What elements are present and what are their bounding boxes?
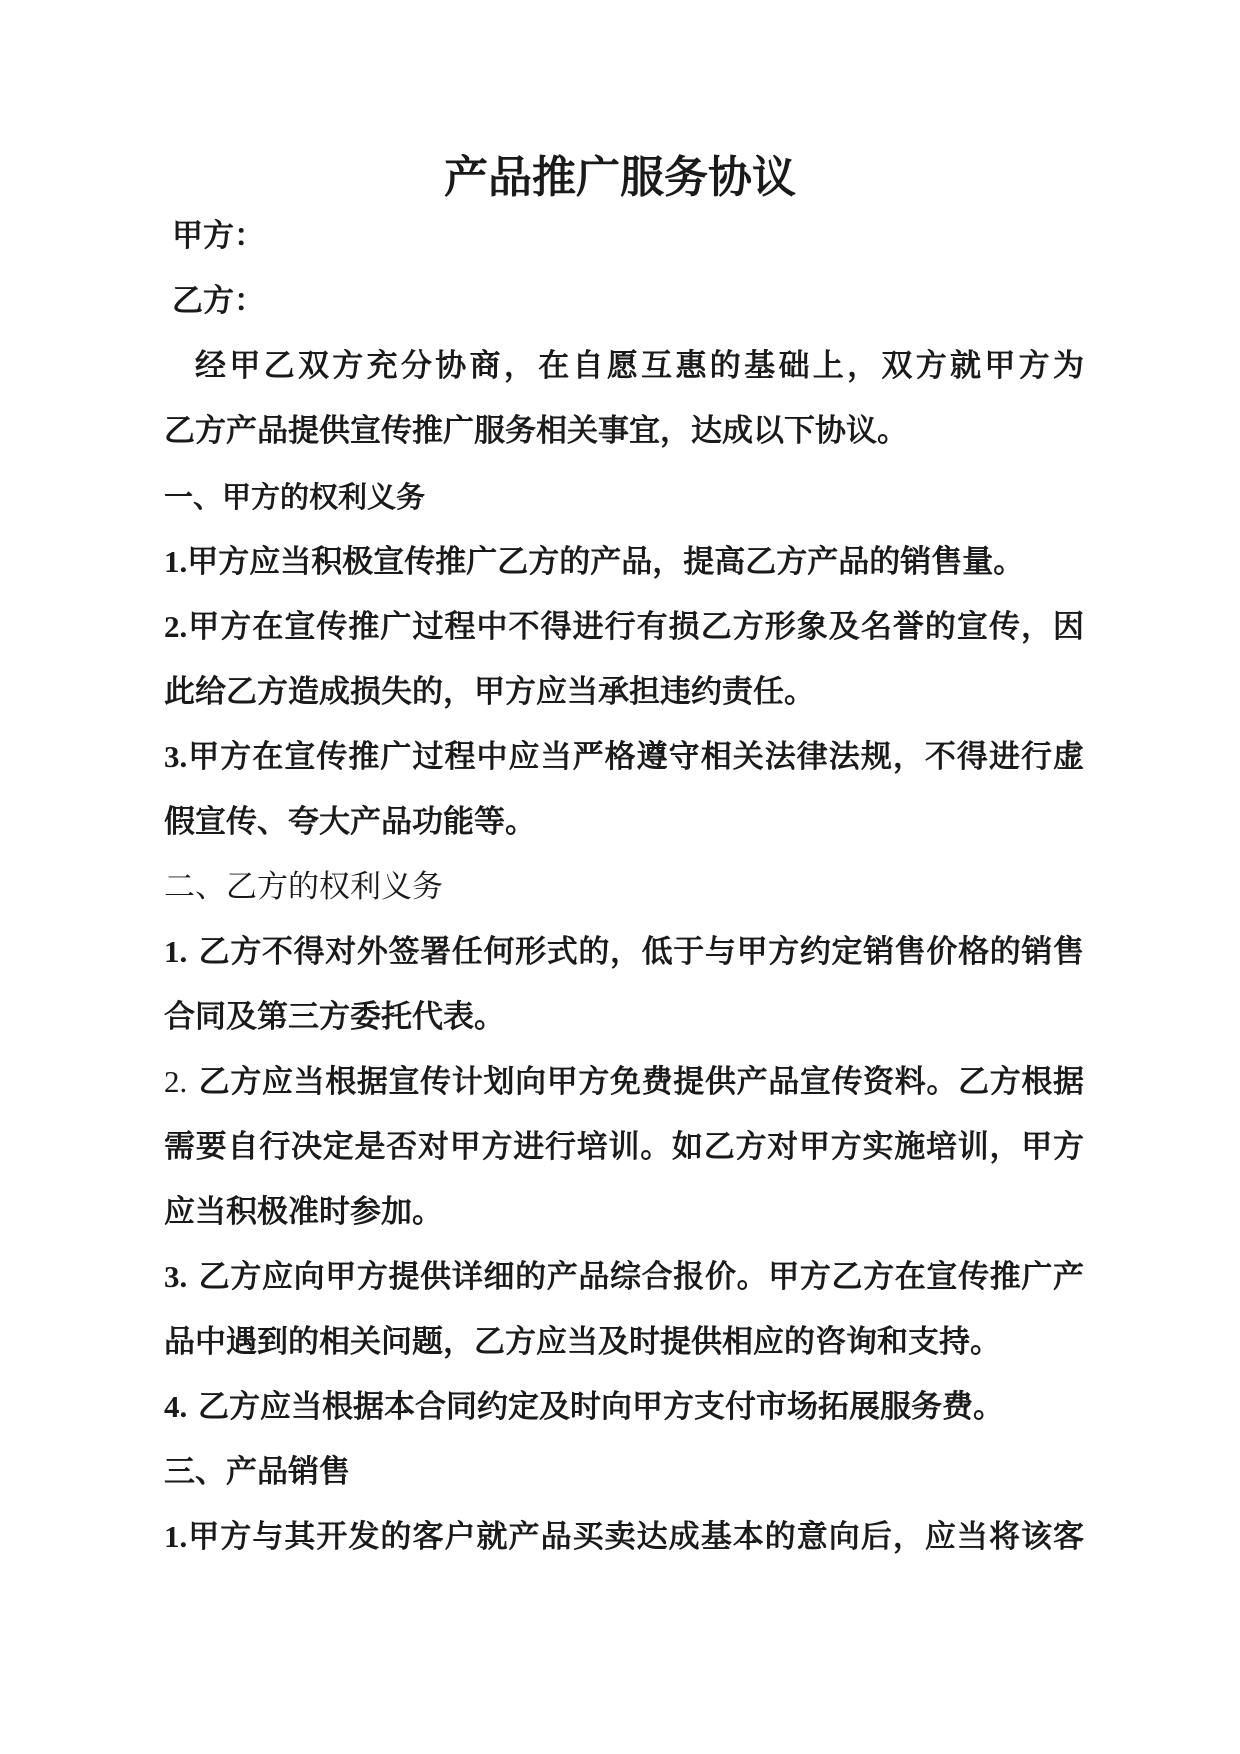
- section-1-item-3: [164, 735, 1084, 779]
- item-text: 乙方应当根据宣传计划向甲方免费提供产品宣传资料。乙方根据: [187, 1064, 1084, 1100]
- item-number: 1.: [164, 1519, 188, 1554]
- section-1-item-1: [164, 540, 1084, 584]
- item-number: 3.: [164, 1259, 188, 1294]
- party-b-label: 乙方：: [172, 283, 265, 319]
- document-title: 产品推广服务协议: [444, 152, 796, 203]
- party-a-label: 甲方：: [172, 218, 265, 254]
- section-2-item-4: [164, 1385, 1084, 1429]
- section-1-heading: 一、甲方的权利义务: [164, 480, 426, 514]
- section-2-item-3-cont: 品中遇到的相关问题，乙方应当及时提供相应的咨询和支持。: [164, 1324, 1001, 1360]
- section-2-item-1: [164, 930, 1084, 974]
- item-text: 甲方与其开发的客户就产品买卖达成基本的意向后，应当将该客: [187, 1519, 1084, 1555]
- item-number: 4.: [164, 1389, 188, 1424]
- item-number: 3.: [164, 739, 188, 774]
- section-2-item-2-cont-1: 需要自行决定是否对甲方进行培训。如乙方对甲方实施培训，甲方: [164, 1129, 1084, 1165]
- section-3-item-1: [164, 1515, 1084, 1559]
- intro-line-1: 经甲乙双方充分协商，在自愿互惠的基础上，双方就甲方为: [195, 348, 1084, 384]
- section-1-item-2: [164, 605, 1084, 649]
- intro-line-2: 乙方产品提供宣传推广服务相关事宜，达成以下协议。: [164, 413, 908, 449]
- section-2-item-2-cont-2: 应当积极准时参加。: [164, 1194, 443, 1230]
- section-2-item-3: [164, 1255, 1084, 1299]
- section-1-item-2-cont: 此给乙方造成损失的，甲方应当承担违约责任。: [164, 674, 815, 710]
- item-text: 乙方应当根据本合同约定及时向甲方支付市场拓展服务费。: [187, 1389, 1005, 1425]
- item-number: 2.: [164, 1064, 188, 1099]
- item-number: 1.: [164, 544, 188, 579]
- item-text: 甲方在宣传推广过程中应当严格遵守相关法律法规，不得进行虚: [187, 739, 1084, 775]
- item-number: 1.: [164, 934, 188, 969]
- item-text: 甲方在宣传推广过程中不得进行有损乙方形象及名誉的宣传，因: [187, 609, 1084, 645]
- section-3-heading: 三、产品销售: [164, 1454, 350, 1490]
- section-2-heading: 二、乙方的权利义务: [164, 869, 443, 905]
- item-number: 2.: [164, 609, 188, 644]
- section-1-item-3-cont: 假宣传、夸大产品功能等。: [164, 804, 536, 840]
- item-text: 乙方不得对外签署任何形式的，低于与甲方约定销售价格的销售: [187, 934, 1084, 970]
- item-text: 乙方应向甲方提供详细的产品综合报价。甲方乙方在宣传推广产: [187, 1259, 1084, 1295]
- section-2-item-2: [164, 1060, 1084, 1104]
- item-text: 甲方应当积极宣传推广乙方的产品，提高乙方产品的销售量。: [187, 544, 1025, 580]
- section-2-item-1-cont: 合同及第三方委托代表。: [164, 999, 505, 1035]
